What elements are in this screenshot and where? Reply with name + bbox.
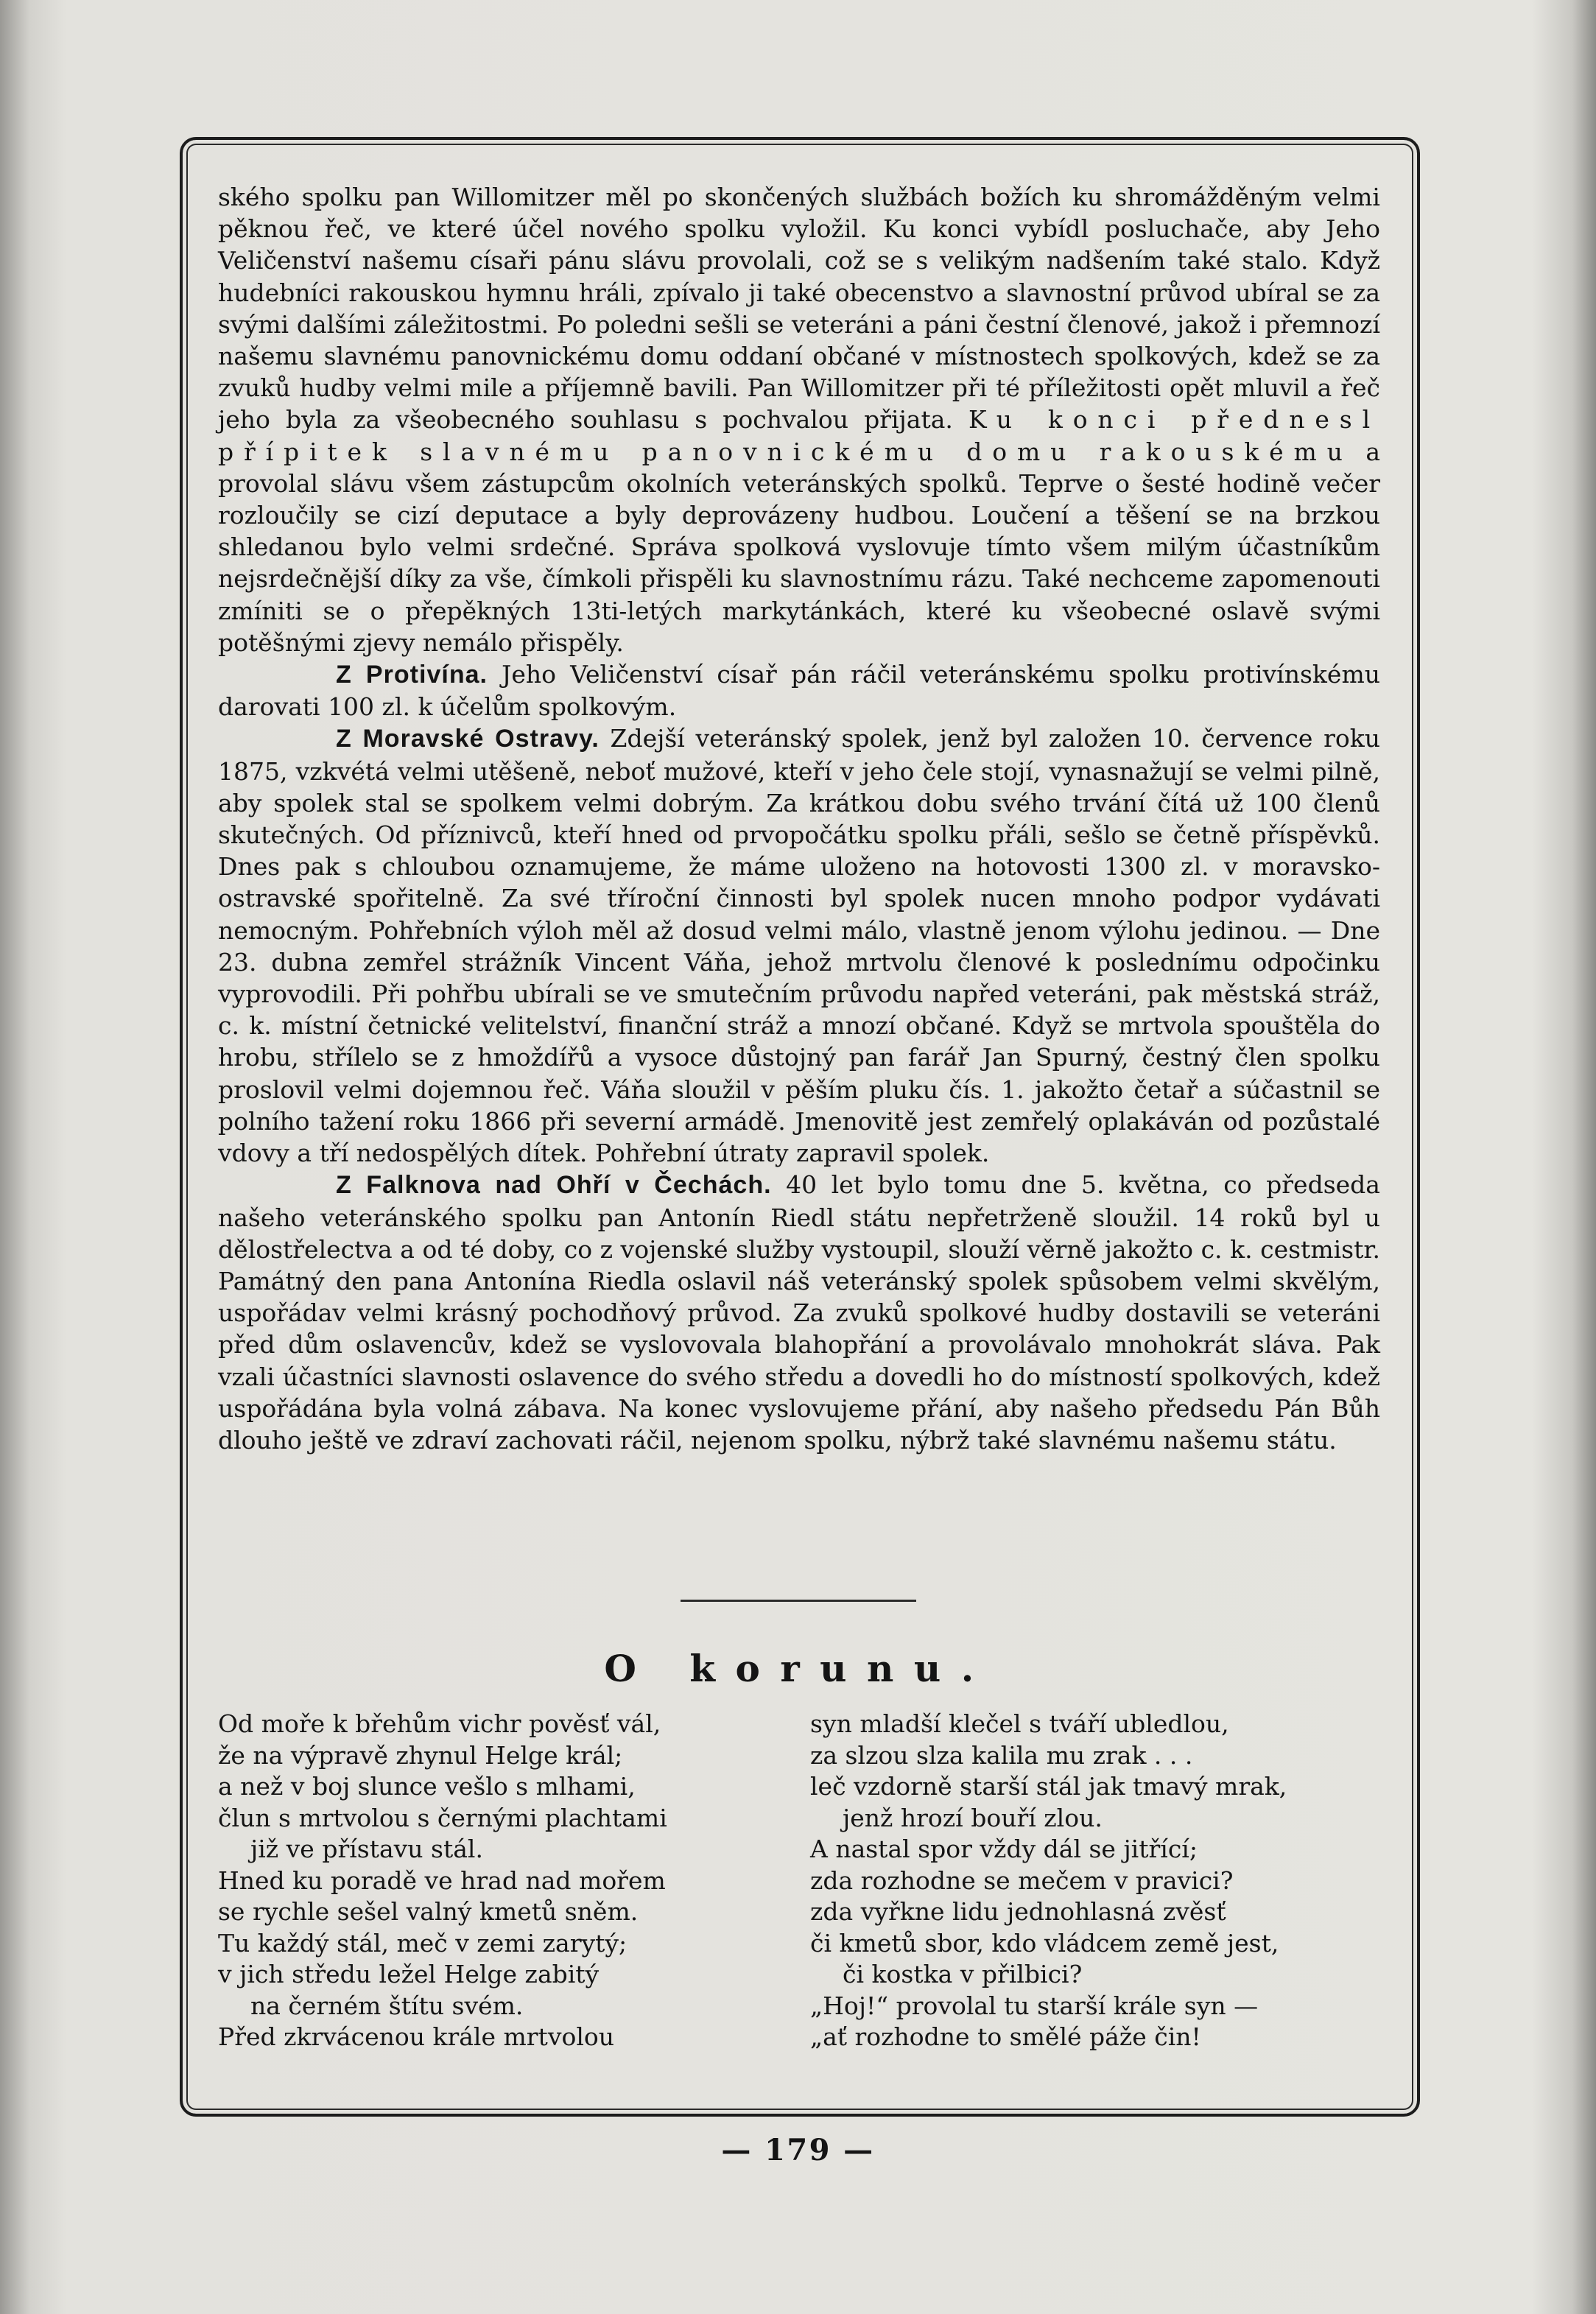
poem-line: „ať rozhodne to smělé páže čin! [810,2022,1201,2051]
place-heading-protivin: Z Protivína. [336,661,488,689]
poem-line: A nastal spor vždy dál se jitřící; [810,1835,1198,1863]
paragraph-1 [218,181,1380,658]
poem-line: že na výpravě zhynul Helge král; [218,1740,623,1770]
place-heading-falknov: Z Falknova nad Ohří v Čechách. [336,1171,772,1200]
paragraph-ostrava-text: Zdejší veteránský spolek, jenž byl založen 10. července roku 1875, vzkvétá velmi utěšeně, neboť mužové, kteří v jeho čele stojí, vynasnažují se velmi pilně, aby spolek stal se spolkem velmi dobrým. Za krátkou dobu svého trvání čítá už 100 členů skutečných. Od příznivců, kteří hned od prvopočátku spolku přáli, sešlo se četně příspěvků. Dnes pak s chloubou oznamujeme, že máme uloženo na hotovosti 1300 zl. v moravsko-ostravské spořitelně. Za své tříroční činnosti byl spolek nucen mnoho podpor vydávati nemocným. Pohřebních výloh měl až dosud velmi málo, vlastně jenom výlohu jedinou. — Dne 23. dubna zemřel strážník Vincent Váňa, jehož mrtvolu členové k poslednímu odpočinku vyprovodili. Při pohřbu ubírali se ve smutečním průvodu napřed veteráni, pak městská stráž, c. k. místní četnické velitelství, finanční stráž a mnozí občané. Když se mrtvola spouštěla do hrobu, střílelo se z hmoždířů a vysoce důstojný pan farář Jan Spurný, čestný člen spolku proslovil velmi dojemnou řeč. Váňa sloužil v pěším pluku čís. 1. jakožto četař a súčastnil se polního tažení roku 1866 při severní armádě. Jmenovitě jest zemřelý oplakáván od pozůstalé vdovy a tří nedospělých dítek. Pohřební útraty zapravil spolek. [218,724,1380,1168]
poem-line: leč vzdorně starší stál jak tmavý mrak, [810,1772,1287,1801]
poem-line: či kostka v přilbici? [843,1960,1083,1988]
place-heading-ostrava: Z Moravské Ostravy. [336,725,600,753]
poem-line: člun s mrtvolou s černými plachtami [218,1803,667,1832]
poem-line: zda rozhodne se mečem v pravici? [810,1865,1234,1895]
paragraph-protivin-text: Jeho Veličenství císař pán ráčil veteránskému spolku protivínskému darovati 100 zl. k účelům spolkovým. [218,660,1380,722]
poem-line: jenž hrozí bouří zlou. [843,1803,1103,1832]
poem-line: a než v boj slunce vešlo s mlhami, [218,1772,636,1801]
poem-line: se rychle sešel valný kmetů sněm. [218,1897,639,1926]
poem-line: za slzou slza kalila mu zrak . . . [810,1740,1193,1770]
page-number: — 179 — [721,2133,875,2167]
paragraph-protivin [218,658,1380,722]
paragraph-1-spaced-text: Ku konci přednesl přípitek slavnému panovnickému domu rakouskému [218,405,1380,466]
poem-line: Hned ku poradě ve hrad nad mořem [218,1865,666,1895]
poem-line: „Hoj!“ provolal tu starší krále syn — [810,1991,1259,2020]
paragraph-ostrava [218,722,1380,1169]
paragraph-1-text: ského spolku pan Willomitzer měl po skončených službách božích ku shromážděným velmi pěknou řeč, ve které účel nového spolku vyložil. Ku konci vybídl posluchače, aby Jeho Veličenství našemu císaři pánu slávu provolali, což se s velikým nadšením také stalo. Když hudebníci rakouskou hymnu hráli, zpívalo ji také obecenstvo a slavnostní průvod ubíral se za svými dalšími záležitostmi. Po poledni sešli se veteráni a páni čestní členové, jakož i přemnozí našemu slavnému panovnickému domu oddaní občané v místnostech spolkových, kdež se za zvuků hudby velmi mile a příjemně bavili. Pan Willomitzer při té příležitosti opět mluvil a řeč jeho byla za všeobecného souhlasu s pochvalou přijata. [218,183,1380,435]
poem-line: Tu každý stál, meč v zemi zarytý; [218,1928,627,1958]
poem-line: Před zkrvácenou krále mrtvolou [218,2022,615,2051]
poem-line: Od moře k břehům vichr pověsť vál, [218,1709,661,1738]
section-divider [681,1600,916,1602]
paragraph-falknov-text: 40 let bylo tomu dne 5. května, co předseda našeho veteránského spolku pan Antonín Riedl státu nepřetrženě sloužil. 14 roků byl u dělostřelectva a od té doby, co z vojenské služby vystoupil, slouží věrně jakožto c. k. cestmistr. Památný den pana Antonína Riedla oslavil náš veteránský spolek spůsobem velmi skvělým, uspořádav velmi krásný pochodňový průvod. Za zvuků spolkové hudby dostavili se veteráni před dům oslavencův, kdež se vyslovovala blahopřání a provolávalo mnohokrát sláva. Pak vzali účastníci slavnosti oslavence do svého středu a dovedli ho do místností spolkových, kdež uspořádána byla volná zábava. Na konec vyslovujeme přání, aby našeho předsedu Pán Bůh dlouho ještě ve zdraví zachovati ráčil, nejenom spolku, nýbrž také slavnému našemu státu. [218,1170,1380,1455]
poem-title: O korunu. [604,1647,994,1690]
poem-line: syn mladší klečel s tváří ubledlou, [810,1709,1229,1738]
poem-line: v jich středu ležel Helge zabitý [218,1960,600,1988]
poem-line: na černém štítu svém. [250,1991,524,2020]
article-body [218,181,1380,1456]
poem-line: již ve přístavu stál. [250,1835,483,1863]
paragraph-falknov [218,1169,1380,1456]
poem-column-left [218,1709,800,2053]
paragraph-1-end: a provolal slávu všem zástupcům okolních veteránských spolků. Teprve o šesté hodině večer rozloučily se cizí deputace a byly deprovázeny hudbou. Loučení a těšení se na brzkou shledanou bylo velmi srdečné. Správa spolková vyslovuje tímto všem milým účastníkům nejsrdečnější díky za vše, čímkoli přispěli ku slavnostnímu rázu. Také nechceme zapomenouti zmíniti se o přepěkných 13ti-letých markytánkách, které ku všeobecné oslavě svými potěšnými zjevy nemálo přispěly. [218,437,1380,657]
poem-line: zda vyřkne lidu jednohlasná zvěsť [810,1897,1226,1926]
poem-column-right [810,1709,1392,2053]
poem-line: či kmetů sbor, kdo vládcem země jest, [810,1928,1279,1958]
